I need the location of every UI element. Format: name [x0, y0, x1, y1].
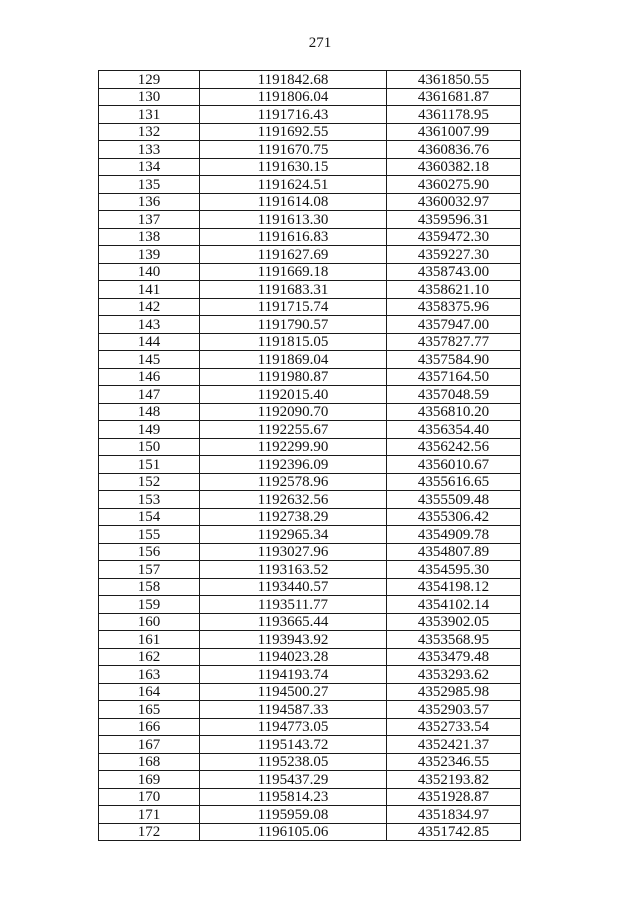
table-row	[99, 421, 521, 439]
y-coordinate-cell: 4353479.48	[387, 648, 521, 666]
y-coordinate-cell: 4359227.30	[387, 246, 521, 264]
table-row	[99, 718, 521, 736]
y-coordinate-cell: 4360275.90	[387, 176, 521, 194]
table-row	[99, 176, 521, 194]
point-number-cell: 164	[99, 683, 200, 701]
y-coordinate-cell: 4357827.77	[387, 333, 521, 351]
point-number-cell: 148	[99, 403, 200, 421]
y-coordinate-cell: 4358621.10	[387, 281, 521, 299]
x-coordinate-cell: 1191627.69	[200, 246, 387, 264]
x-coordinate-cell: 1191670.75	[200, 141, 387, 159]
point-number-cell: 168	[99, 753, 200, 771]
y-coordinate-cell: 4353568.95	[387, 631, 521, 649]
point-number-cell: 154	[99, 508, 200, 526]
point-number-cell: 129	[99, 71, 200, 89]
x-coordinate-cell: 1194773.05	[200, 718, 387, 736]
x-coordinate-cell: 1193163.52	[200, 561, 387, 579]
page-number: 271	[308, 35, 332, 51]
x-coordinate-cell: 1191669.18	[200, 263, 387, 281]
point-number-cell: 160	[99, 613, 200, 631]
point-number-cell: 133	[99, 141, 200, 159]
x-coordinate-cell: 1195814.23	[200, 788, 387, 806]
x-coordinate-cell: 1191842.68	[200, 71, 387, 89]
y-coordinate-cell: 4360032.97	[387, 193, 521, 211]
point-number-cell: 135	[99, 176, 200, 194]
table-row	[99, 543, 521, 561]
y-coordinate-cell: 4357048.59	[387, 386, 521, 404]
y-coordinate-cell: 4358375.96	[387, 298, 521, 316]
table-row	[99, 666, 521, 684]
point-number-cell: 161	[99, 631, 200, 649]
table-row	[99, 71, 521, 89]
x-coordinate-cell: 1195959.08	[200, 806, 387, 824]
y-coordinate-cell: 4354595.30	[387, 561, 521, 579]
x-coordinate-cell: 1192396.09	[200, 456, 387, 474]
point-number-cell: 132	[99, 123, 200, 141]
x-coordinate-cell: 1194023.28	[200, 648, 387, 666]
table-row	[99, 683, 521, 701]
y-coordinate-cell: 4354102.14	[387, 596, 521, 614]
y-coordinate-cell: 4355306.42	[387, 508, 521, 526]
y-coordinate-cell: 4352421.37	[387, 736, 521, 754]
y-coordinate-cell: 4360836.76	[387, 141, 521, 159]
coordinates-table-body	[99, 71, 521, 841]
x-coordinate-cell: 1192965.34	[200, 526, 387, 544]
y-coordinate-cell: 4361178.95	[387, 106, 521, 124]
x-coordinate-cell: 1191980.87	[200, 368, 387, 386]
y-coordinate-cell: 4356810.20	[387, 403, 521, 421]
point-number-cell: 134	[99, 158, 200, 176]
point-number-cell: 151	[99, 456, 200, 474]
point-number-cell: 166	[99, 718, 200, 736]
table-row	[99, 123, 521, 141]
table-row	[99, 141, 521, 159]
table-row	[99, 771, 521, 789]
x-coordinate-cell: 1192578.96	[200, 473, 387, 491]
y-coordinate-cell: 4351928.87	[387, 788, 521, 806]
y-coordinate-cell: 4357584.90	[387, 351, 521, 369]
y-coordinate-cell: 4352733.54	[387, 718, 521, 736]
coordinates-table	[98, 70, 521, 841]
point-number-cell: 169	[99, 771, 200, 789]
table-row	[99, 508, 521, 526]
point-number-cell: 140	[99, 263, 200, 281]
table-row	[99, 473, 521, 491]
point-number-cell: 143	[99, 316, 200, 334]
table-row	[99, 613, 521, 631]
y-coordinate-cell: 4356242.56	[387, 438, 521, 456]
x-coordinate-cell: 1191613.30	[200, 211, 387, 229]
table-row	[99, 823, 521, 841]
table-row	[99, 386, 521, 404]
point-number-cell: 142	[99, 298, 200, 316]
table-row	[99, 491, 521, 509]
table-row	[99, 158, 521, 176]
y-coordinate-cell: 4356010.67	[387, 456, 521, 474]
x-coordinate-cell: 1191806.04	[200, 88, 387, 106]
table-row	[99, 438, 521, 456]
table-row	[99, 263, 521, 281]
y-coordinate-cell: 4353293.62	[387, 666, 521, 684]
table-row	[99, 526, 521, 544]
x-coordinate-cell: 1193440.57	[200, 578, 387, 596]
y-coordinate-cell: 4354807.89	[387, 543, 521, 561]
table-row	[99, 211, 521, 229]
x-coordinate-cell: 1191815.05	[200, 333, 387, 351]
point-number-cell: 131	[99, 106, 200, 124]
table-row	[99, 701, 521, 719]
point-number-cell: 145	[99, 351, 200, 369]
table-row	[99, 106, 521, 124]
point-number-cell: 146	[99, 368, 200, 386]
x-coordinate-cell: 1191630.15	[200, 158, 387, 176]
point-number-cell: 167	[99, 736, 200, 754]
table-row	[99, 648, 521, 666]
x-coordinate-cell: 1191869.04	[200, 351, 387, 369]
table-row	[99, 333, 521, 351]
x-coordinate-cell: 1192632.56	[200, 491, 387, 509]
point-number-cell: 162	[99, 648, 200, 666]
point-number-cell: 147	[99, 386, 200, 404]
table-row	[99, 88, 521, 106]
table-row	[99, 561, 521, 579]
x-coordinate-cell: 1195238.05	[200, 753, 387, 771]
point-number-cell: 153	[99, 491, 200, 509]
x-coordinate-cell: 1192090.70	[200, 403, 387, 421]
x-coordinate-cell: 1192738.29	[200, 508, 387, 526]
x-coordinate-cell: 1192015.40	[200, 386, 387, 404]
point-number-cell: 158	[99, 578, 200, 596]
point-number-cell: 171	[99, 806, 200, 824]
y-coordinate-cell: 4357164.50	[387, 368, 521, 386]
y-coordinate-cell: 4355509.48	[387, 491, 521, 509]
x-coordinate-cell: 1193665.44	[200, 613, 387, 631]
x-coordinate-cell: 1195437.29	[200, 771, 387, 789]
point-number-cell: 130	[99, 88, 200, 106]
table-row	[99, 368, 521, 386]
y-coordinate-cell: 4354909.78	[387, 526, 521, 544]
x-coordinate-cell: 1191715.74	[200, 298, 387, 316]
y-coordinate-cell: 4352346.55	[387, 753, 521, 771]
table-row	[99, 578, 521, 596]
y-coordinate-cell: 4361850.55	[387, 71, 521, 89]
y-coordinate-cell: 4361007.99	[387, 123, 521, 141]
table-row	[99, 351, 521, 369]
y-coordinate-cell: 4360382.18	[387, 158, 521, 176]
y-coordinate-cell: 4359472.30	[387, 228, 521, 246]
x-coordinate-cell: 1191683.31	[200, 281, 387, 299]
table-row	[99, 316, 521, 334]
table-row	[99, 753, 521, 771]
point-number-cell: 149	[99, 421, 200, 439]
y-coordinate-cell: 4356354.40	[387, 421, 521, 439]
point-number-cell: 163	[99, 666, 200, 684]
x-coordinate-cell: 1192299.90	[200, 438, 387, 456]
y-coordinate-cell: 4353902.05	[387, 613, 521, 631]
point-number-cell: 150	[99, 438, 200, 456]
y-coordinate-cell: 4351834.97	[387, 806, 521, 824]
y-coordinate-cell: 4357947.00	[387, 316, 521, 334]
y-coordinate-cell: 4351742.85	[387, 823, 521, 841]
table-row	[99, 596, 521, 614]
x-coordinate-cell: 1194587.33	[200, 701, 387, 719]
point-number-cell: 137	[99, 211, 200, 229]
table-row	[99, 736, 521, 754]
y-coordinate-cell: 4358743.00	[387, 263, 521, 281]
x-coordinate-cell: 1193943.92	[200, 631, 387, 649]
y-coordinate-cell: 4361681.87	[387, 88, 521, 106]
table-row	[99, 631, 521, 649]
x-coordinate-cell: 1193511.77	[200, 596, 387, 614]
x-coordinate-cell: 1191716.43	[200, 106, 387, 124]
x-coordinate-cell: 1191692.55	[200, 123, 387, 141]
y-coordinate-cell: 4352985.98	[387, 683, 521, 701]
point-number-cell: 141	[99, 281, 200, 299]
table-row	[99, 193, 521, 211]
point-number-cell: 165	[99, 701, 200, 719]
x-coordinate-cell: 1191790.57	[200, 316, 387, 334]
x-coordinate-cell: 1191616.83	[200, 228, 387, 246]
x-coordinate-cell: 1192255.67	[200, 421, 387, 439]
point-number-cell: 139	[99, 246, 200, 264]
y-coordinate-cell: 4359596.31	[387, 211, 521, 229]
x-coordinate-cell: 1194193.74	[200, 666, 387, 684]
point-number-cell: 155	[99, 526, 200, 544]
table-row	[99, 788, 521, 806]
x-coordinate-cell: 1191614.08	[200, 193, 387, 211]
point-number-cell: 152	[99, 473, 200, 491]
x-coordinate-cell: 1191624.51	[200, 176, 387, 194]
point-number-cell: 159	[99, 596, 200, 614]
point-number-cell: 157	[99, 561, 200, 579]
y-coordinate-cell: 4354198.12	[387, 578, 521, 596]
point-number-cell: 138	[99, 228, 200, 246]
table-row	[99, 246, 521, 264]
table-row	[99, 456, 521, 474]
point-number-cell: 144	[99, 333, 200, 351]
point-number-cell: 172	[99, 823, 200, 841]
x-coordinate-cell: 1196105.06	[200, 823, 387, 841]
point-number-cell: 136	[99, 193, 200, 211]
table-row	[99, 403, 521, 421]
x-coordinate-cell: 1194500.27	[200, 683, 387, 701]
table-row	[99, 281, 521, 299]
table-row	[99, 806, 521, 824]
table-row	[99, 298, 521, 316]
x-coordinate-cell: 1193027.96	[200, 543, 387, 561]
y-coordinate-cell: 4352193.82	[387, 771, 521, 789]
y-coordinate-cell: 4355616.65	[387, 473, 521, 491]
y-coordinate-cell: 4352903.57	[387, 701, 521, 719]
point-number-cell: 156	[99, 543, 200, 561]
table-row	[99, 228, 521, 246]
point-number-cell: 170	[99, 788, 200, 806]
x-coordinate-cell: 1195143.72	[200, 736, 387, 754]
